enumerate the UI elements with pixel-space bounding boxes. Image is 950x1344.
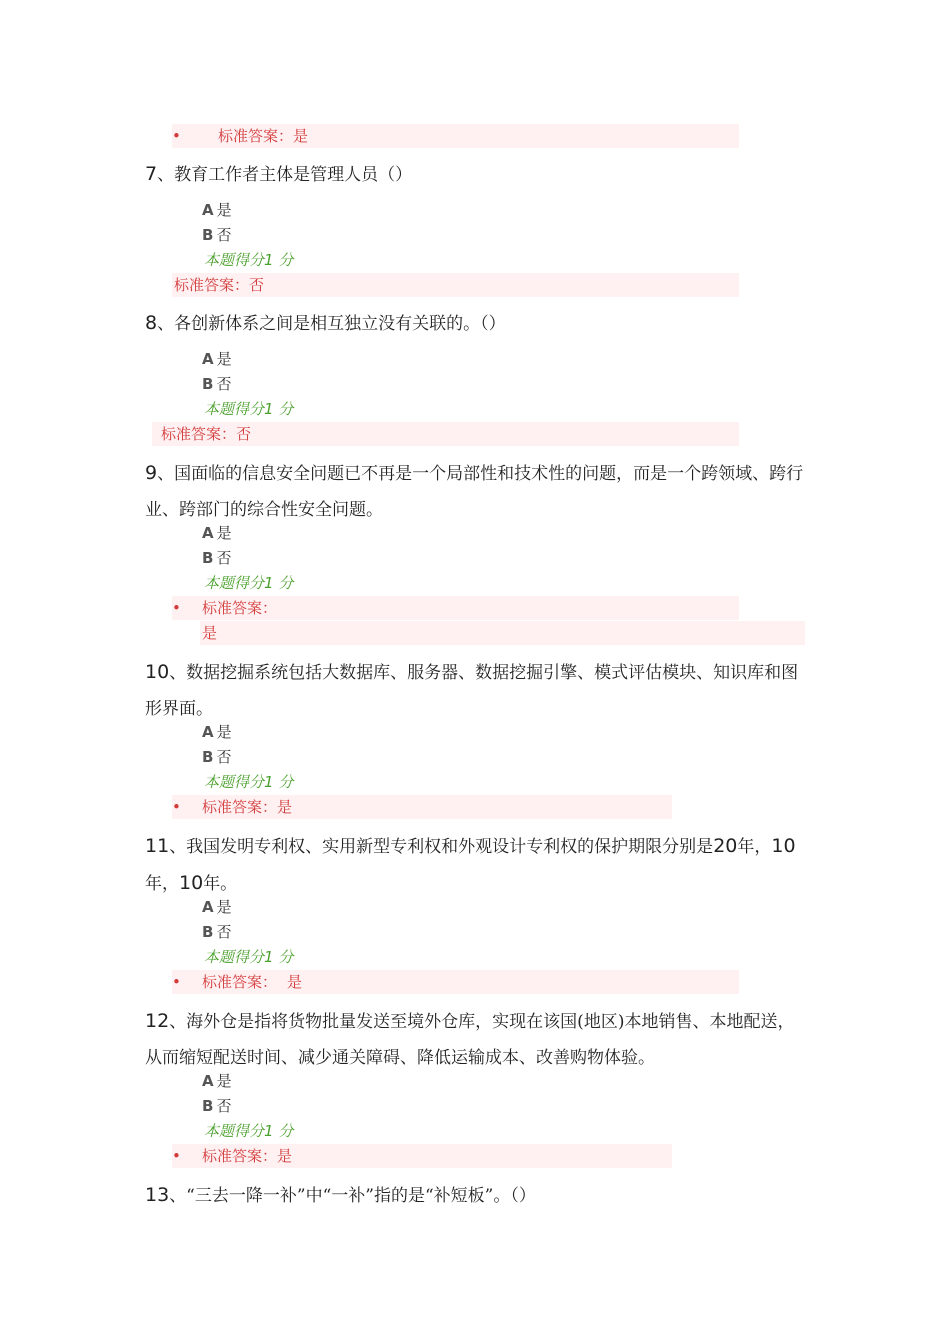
standard-answer: 标准答案：否 [174,276,265,294]
option-a: A 是 [202,723,232,741]
option-b: B 否 [202,1097,232,1115]
standard-answer: 标准答案：否 [161,425,252,443]
question-7: 7、教育工作者主体是管理人员（） [145,163,413,185]
question-8: 8、各创新体系之间是相互独立没有关联的。（） [145,312,506,334]
question-12: 12、海外仓是指将货物批量发送至境外仓库，实现在该国(地区)本地销售、本地配送，从而缩短配送时间、减少通关障碍、降低运输成本、改善购物体验。 [145,1010,795,1068]
option-b: B 否 [202,226,232,244]
standard-answer: 标准答案： 是 [202,973,303,991]
bullet-icon: • [172,599,181,617]
question-score: 本题得分1 分 [204,1122,294,1140]
standard-answer: 标准答案：是 [202,1147,293,1165]
option-a: A 是 [202,898,232,916]
option-a: A 是 [202,524,232,542]
option-b: B 否 [202,375,232,393]
bullet-icon: • [172,1147,181,1165]
option-b: B 否 [202,549,232,567]
question-9: 9、国面临的信息安全问题已不再是一个局部性和技术性的问题，而是一个跨领域、跨行业、跨部门的综合性安全问题。 [145,462,804,520]
option-b: B 否 [202,923,232,941]
standard-answer: 标准答案：是 [202,798,293,816]
question-score: 本题得分1 分 [204,574,294,592]
bullet-icon: • [172,127,181,145]
standard-answer-value: 是 [202,624,218,642]
question-score: 本题得分1 分 [204,400,294,418]
option-a: A 是 [202,1072,232,1090]
question-11: 11、我国发明专利权、实用新型专利权和外观设计专利权的保护期限分别是20年，10年，10年。 [145,835,796,894]
option-a: A 是 [202,350,232,368]
question-score: 本题得分1 分 [204,251,294,269]
standard-answer-label: 标准答案： [202,599,278,617]
answer-band [200,621,805,645]
question-13: 13、“三去一降一补”中“一补”指的是“补短板”。（） [145,1184,536,1206]
bullet-icon: • [172,798,181,816]
bullet-icon: • [172,973,181,991]
option-a: A 是 [202,201,232,219]
question-10: 10、数据挖掘系统包括大数据库、服务器、数据挖掘引擎、模式评估模块、知识库和图形界面。 [145,661,799,719]
option-b: B 否 [202,748,232,766]
question-score: 本题得分1 分 [204,773,294,791]
standard-answer: 标准答案：是 [218,127,309,145]
question-score: 本题得分1 分 [204,948,294,966]
